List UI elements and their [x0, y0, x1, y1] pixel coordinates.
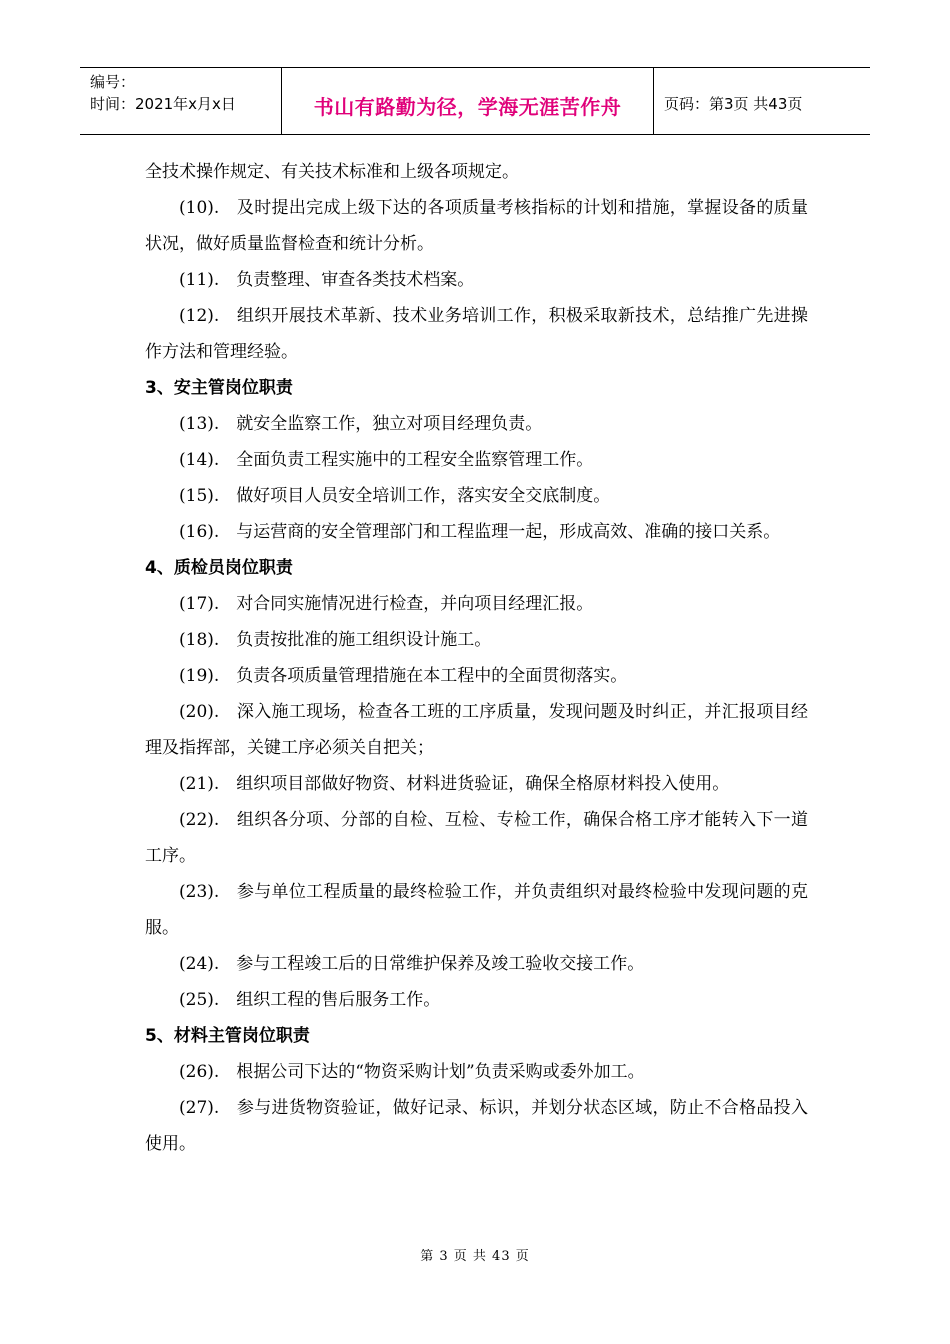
- paragraph: (24). 参与工程竣工后的日常维护保养及竣工验收交接工作。: [179, 954, 645, 974]
- section-heading: 4、质检员岗位职责: [145, 558, 293, 578]
- paragraph: (14). 全面负责工程实施中的工程安全监察管理工作。: [179, 450, 594, 470]
- paragraph: (15). 做好项目人员安全培训工作，落实安全交底制度。: [179, 486, 611, 506]
- section-heading: 3、安主管岗位职责: [145, 378, 293, 398]
- paragraph: (13). 就安全监察工作，独立对项目经理负责。: [179, 414, 543, 434]
- paragraph: (19). 负责各项质量管理措施在本工程中的全面贯彻落实。: [179, 666, 628, 686]
- paragraph: (21). 组织项目部做好物资、材料进货验证，确保全格原材料投入使用。: [179, 774, 730, 794]
- paragraph: (10). 及时提出完成上级下达的各项质量考核指标的计划和措施，掌握设备的质量状况，做好质量监督检查和统计分析。: [145, 198, 808, 254]
- number-label: 编号：: [90, 73, 136, 91]
- paragraph: (23). 参与单位工程质量的最终检验工作，并负责组织对最终检验中发现问题的克服。: [145, 882, 808, 938]
- paragraph: (18). 负责按批准的施工组织设计施工。: [179, 630, 492, 650]
- header-motto: 书山有路勤为径，学海无涯苦作舟: [282, 68, 654, 134]
- paragraph: 全技术操作规定、有关技术标准和上级各项规定。: [145, 162, 519, 182]
- header-page-info: 页码：第3页 共43页: [664, 94, 803, 113]
- section-heading: 5、材料主管岗位职责: [145, 1026, 310, 1046]
- paragraph: (20). 深入施工现场，检查各工班的工序质量，发现问题及时纠正，并汇报项目经理及指挥部，关键工序必须关自把关；: [145, 702, 808, 758]
- paragraph: (11). 负责整理、审查各类技术档案。: [179, 270, 475, 290]
- page-footer: 第 3 页 共 43 页: [420, 1249, 530, 1264]
- page-header: [80, 67, 870, 135]
- date-line: 时间：2021年x月x日: [90, 95, 236, 113]
- document-body: [145, 154, 808, 1162]
- paragraph: (26). 根据公司下达的“物资采购计划”负责采购或委外加工。: [179, 1062, 645, 1082]
- paragraph: (22). 组织各分项、分部的自检、互检、专检工作，确保合格工序才能转入下一道工序。: [145, 810, 808, 866]
- paragraph: (16). 与运营商的安全管理部门和工程监理一起，形成高效、准确的接口关系。: [179, 522, 781, 542]
- paragraph: (17). 对合同实施情况进行检查，并向项目经理汇报。: [179, 594, 594, 614]
- paragraph: (12). 组织开展技术革新、技术业务培训工作，积极采取新技术，总结推广先进操作方法和管理经验。: [145, 306, 808, 362]
- paragraph: (27). 参与进货物资验证，做好记录、标识，并划分状态区域，防止不合格品投入使用。: [145, 1098, 808, 1154]
- paragraph: (25). 组织工程的售后服务工作。: [179, 990, 441, 1010]
- header-meta: [80, 68, 282, 134]
